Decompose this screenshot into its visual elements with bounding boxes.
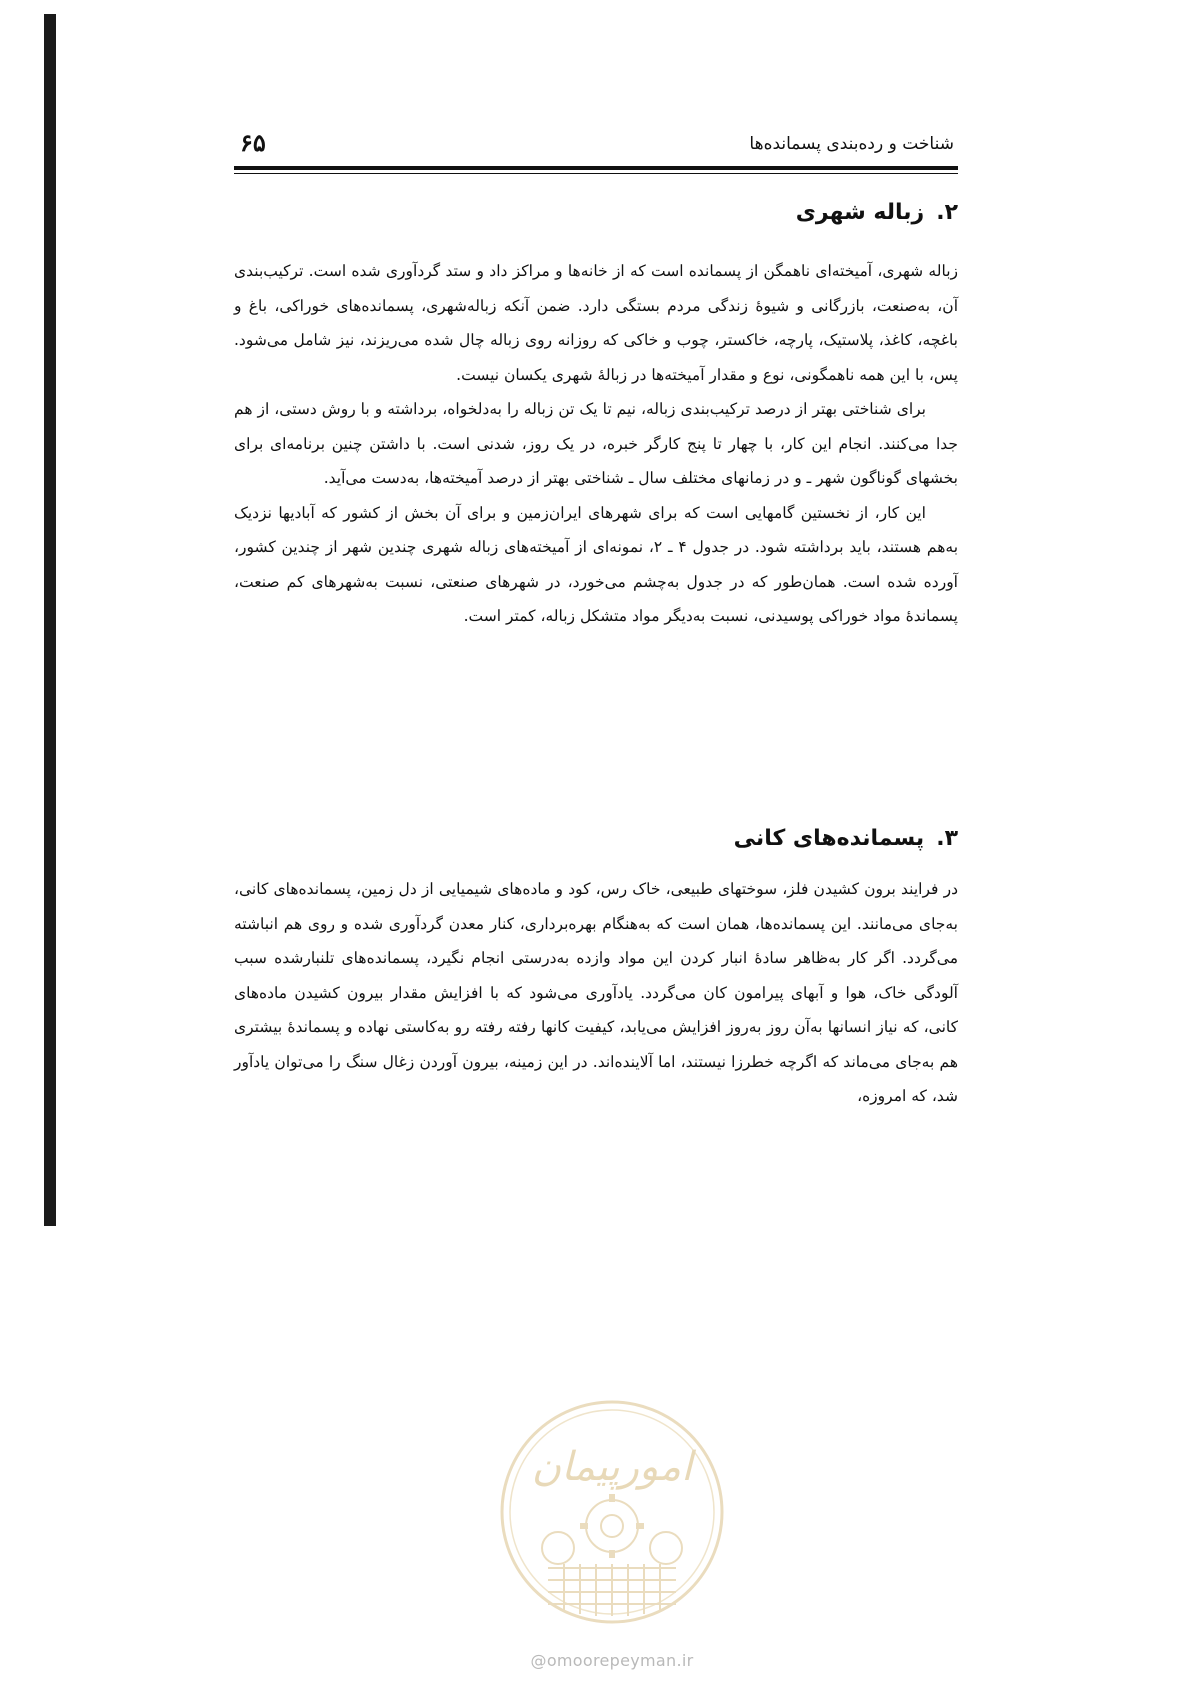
section-title: پسمانده‌های کانی	[733, 826, 925, 851]
binding-edge	[44, 14, 56, 1226]
watermark-logo	[498, 1398, 726, 1626]
section-heading-municipal-waste	[234, 200, 958, 225]
section-number: ۲.	[936, 200, 958, 225]
paragraph: این کار، از نخستین گامهایی است که برای شهرهای ایران‌زمین و برای آن بخش از کشور که آبادیها نزدیک به‌هم هستند، باید برداشته شود. در جدول ۴ ـ ۲، نمونه‌ای از آمیخته‌های زباله شهری چندین شهر از چندین کشور، آورده شده است. همان‌طور که در جدول به‌چشم می‌خورد، در شهرهای صنعتی، نسبت به‌شهرهای کم صنعت، پسماندهٔ مواد خوراکی پوسیدنی، نسبت به‌دیگر مواد متشکل زباله، کمتر است.	[234, 503, 959, 625]
section-body-municipal-waste	[234, 254, 958, 634]
paragraph: برای شناختی بهتر از درصد ترکیب‌بندی زباله، نیم تا یک تن زباله را به‌دلخواه، برداشته و با روش دستی، از هم جدا می‌کنند. انجام این کار، با چهار تا پنج کارگر خبره، در یک روز، شدنی است. با داشتن چنین برنامه‌ای برای بخشهای گوناگون شهر ـ و در زمانهای مختلف سال ـ شناختی بهتر از درصد آمیخته‌ها، به‌دست می‌آید.	[234, 400, 958, 487]
section-body-mineral-waste	[234, 872, 958, 1114]
running-title: شناخت و رده‌بندی پسمانده‌ها	[749, 134, 954, 154]
header-rule-thick	[234, 166, 958, 170]
section-heading-mineral-waste	[234, 826, 958, 851]
watermark-logo-text: امورپیمان	[531, 1444, 693, 1490]
paragraph: زباله شهری، آمیخته‌ای ناهمگن از پسمانده است که از خانه‌ها و مراکز داد و ستد گردآوری شده است. ترکیب‌بندی آن، به‌صنعت، بازرگانی و شیوهٔ زندگی مردم بستگی دارد. ضمن آنکه زباله‌شهری، پسمانده‌های خوراکی، باغ و باغچه، کاغذ، پلاستیک، پارچه، خاکستر، چوب و خاکی که روزانه روی زباله چال شده می‌ریزند، نیز شامل می‌شود. پس، با این همه ناهمگونی، نوع و مقدار آمیخته‌ها در زبالهٔ شهری یکسان نیست.	[234, 262, 958, 384]
header-rule-thin	[234, 173, 958, 174]
section-title: زباله شهری	[795, 200, 925, 225]
running-header	[234, 128, 958, 162]
section-number: ۳.	[936, 826, 958, 851]
watermark-site: @omoorepeyman.ir	[530, 1651, 694, 1670]
paragraph: در فرایند برون کشیدن فلز، سوختهای طبیعی، خاک رس، کود و ماده‌های شیمیایی از دل زمین، پسمانده‌های کانی، به‌جای می‌مانند. این پسمانده‌ها، همان است که به‌هنگام بهره‌برداری، کنار معدن گردآوری شده و روی هم انباشته می‌گردد. اگر کار به‌ظاهر سادهٔ انبار کردن این مواد وازده به‌درستی انجام نگیرد، پسمانده‌های تلنبارشده سبب آلودگی خاک، هوا و آبهای پیرامون کان می‌گردد. یادآوری می‌شود که با افزایش مقدار بیرون کشیدن ماده‌های کانی، که نیاز انسانها به‌آن روز به‌روز افزایش می‌یابد، کیفیت کانها رفته رفته رو به‌کاستی نهاده و پسماندهٔ بیشتری هم به‌جای می‌ماند که اگرچه خطرزا نیستند، اما آلاینده‌اند. در این زمینه، بیرون آوردن زغال سنگ را می‌توان یادآور شد، که امروزه،	[234, 880, 958, 1105]
page-number: ۶۵	[240, 128, 266, 157]
